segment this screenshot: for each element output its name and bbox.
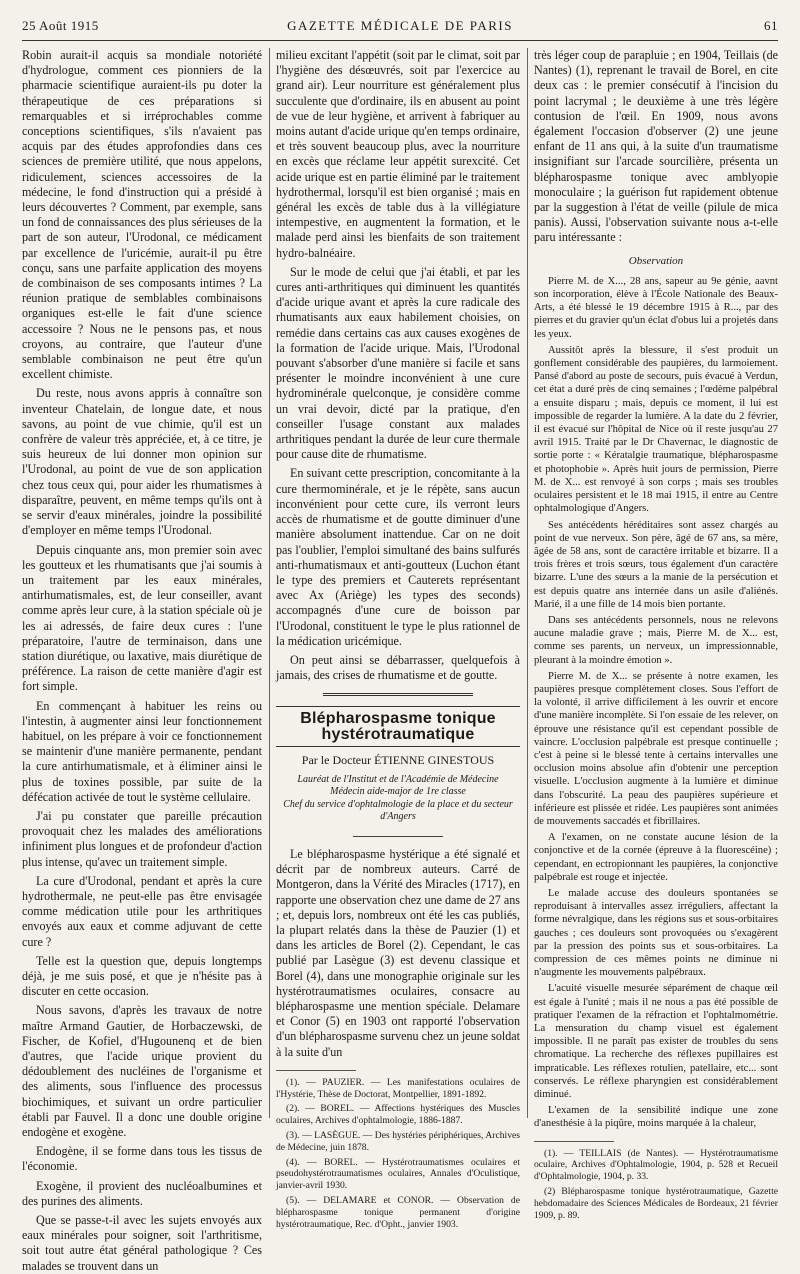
article-body: Le blépharospasme hystérique a été signalé et décrit par de nombreux auteurs. Carré de Montgeron, dans la Vérité des Miracles (1717), en rapporte une observation chez une dame de 27 ans ; et, depuis lors, nombreux ont été les cas publiés, la plupart relatés dans la thèse de Pauzier (1) et dans les articles de Borel (2). Cependant, le cas publié par Lasègue (3) est devenu classique et Borel (4), dans une monographie originale sur les hystérotraumatismes oculaires, consacre au blépharospasme une mention spéciale. Delamare et Conor (5) en 1903 ont rapporté l'observation d'un blépharospasme survenu chez un jeune soldat à la suite d'un [276,846,520,1059]
article-title: Blépharospasme tonique hystérotraumatique [276,706,520,746]
col1-paragraph: La cure d'Urodonal, pendant et après la cure hydrothermale, ne peut-elle pas être envisagée comme médication utile pour les arthritiques envoyés aux eaux et comme adjuvant de cette cure ? [22,873,262,949]
footnote: (4). — BOREL. — Hystérotraumatismes oculaires et pseudohystérotraumatismes oculaires, Annales d'Oculistique, janvier-avril 1930. [276,1156,520,1192]
col3-intro: très léger coup de parapluie ; en 1904, Teillais (de Nantes) (1), reprenant le travail de Borel, en cite deux cas : le premier consécutif à l'incision du point lacrymal ; le deuxième à une très légère contusion de l'œil. En 1909, nous avons également l'occasion d'observer (2) une jeune enfant de 11 ans qui, à la suite d'un traumatisme insignifiant sur l'arcade sourcilière, présenta un blépharospasme tonique avec amblyopie monoculaire ; la guérison fut rapidement obtenue par la suggestion à l'état de veille (pilule de mica panis). Aussi, l'observation suivante nous a-t-elle paru intéressante : [534,48,778,245]
observation-paragraph: L'examen de la sensibilité indique une zone d'anesthésie à la piqûre, moins marquée à la chaleur, [534,1105,778,1130]
article-rule [353,836,443,837]
observation-heading: Observation [628,254,684,267]
col3-footnotes [534,1148,778,1222]
col1-paragraph: Exogène, il provient des nucléoalbumines et des purines des aliments. [22,1178,262,1208]
col2-footnotes [276,1077,520,1231]
article-affiliation: Lauréat de l'Institut et de l'Académie de Médecine [297,773,499,785]
column-divider-1 [269,48,270,1118]
footnote: (1). — PAUZIER. — Les manifestations oculaires de l'Hystérie, Thèse de Doctorat, Montpellier, 1891-1892. [276,1076,520,1100]
col2-paragraph: Sur le mode de celui que j'ai établi, et par les cures anti-arthritiques qui diminuent les quantités d'acide urique avant et après la cure radicale des rhumatisants aux eaux habilement choisies, on remédie dans certains cas aux causes exogènes de la formation de l'acide urique. Mais, l'Urodonal pouvant s'absorber d'une manière si facile et sans présenter le moindre inconvénient à une cure hydrominérale quelconque, je considère comme un vrai devoir, dicté par la pratique, d'en conseiller l'usage constant aux malades arthritiques pendant la durée de leur cure thermale pour cause dite de rhumatisme. [276,264,520,462]
article-affiliation: Chef du service d'ophtalmologie de la place et du secteur d'Angers [283,798,513,823]
footnote-rule [276,1070,356,1071]
journal-title: GAZETTE MÉDICALE DE PARIS [287,18,513,33]
issue-date: 25 Août 1915 [22,18,99,33]
col1-paragraph: Nous savons, d'après les travaux de notre maître Armand Gautier, de Horbaczewski, de Fischer, de Kofiel, d'Hugounenq et de bien d'autres, que l'acide urique provient du dédoublement des nucléines de l'organisme et des aliments, sous l'influence des processus biochimiques, et suivant un ordre particulier établi par Fauvel. Il a donc une double origine endogène et exogène. [22,1003,262,1140]
article-header [276,693,520,837]
article-affiliation: Médecin aide-major de 1re classe [330,786,466,798]
header-rule [22,40,778,41]
col1-paragraph: Depuis cinquante ans, mon premier soin avec les goutteux et les rhumatisants que j'ai soumis à un traitement par les eaux minérales, antirhumatismales, est, de leur conseiller, avant comme après leur cure, à la station spéciale où je les ai adressés, de faire deux cures : l'une préparatoire, l'autre de terminaison, dans une station diurétique, ou laxative, mais diurétique de préférence. La raison de cette manière d'agir est fort simple. [22,542,262,694]
column-divider-2 [527,48,528,1118]
col1-paragraph: Robin aurait-il acquis sa mondiale notoriété d'hydrologue, comment ces pionniers de la pharmacie scientifique auraient-ils pu doter la thérapeutique de ces préparations si remarquables et si irréprochables comme conceptions scientifiques, s'ils n'avaient pas acquis par des études approfondies dans ces sciences de première utilité, que nous appelons, ridiculement, sciences accessoires de la médecine, le fond d'instruction qui a présidé à leurs découvertes ? Comment, par exemple, sans un fond de connaissances des plus sérieuses de la part de son auteur, l'Urodonal, ce médicament par excellence de l'uricémie, aurait-il pu être conçu, sans une parfaite application des moyens de combinaison de ses composants intimes ? La réunion pratique de semblables combinaisons organiques est-elle le fait d'une science accessoire ? Nous ne le pensons pas, et nous croyons, au contraire, que l'auteur d'une semblable combinaison ne peut être qu'un excellent chimiste. [22,48,262,382]
column-2 [276,48,520,1230]
observation-paragraph: Le malade accuse des douleurs spontanées se reproduisant à intervalles assez irréguliers, affectant la forme névralgique, dans les régions sus et sous-orbitaires gauches ; ces douleurs sont provoquées ou s'exagèrent par la pression des points sus et sous-orbitaires. La compression de ces mêmes points ne diminue ni n'augmente les mouvements palpébraux. [534,887,778,979]
column-1 [22,48,262,1273]
col1-paragraph: J'ai pu constater que pareille précaution provoquait chez les malades des améliorations infiniment plus longues et de profondeur d'action plus intense, qu'avec un traitement simple. [22,808,262,869]
footnote: (2) Blépharospasme tonique hystérotraumatique, Gazette hebdomadaire des Sciences Médicales de Bordeaux, 21 février 1909, p. 89. [534,1186,778,1221]
footnote: (1). — TEILLAIS (de Nantes). — Hystérotraumatisme oculaire, Archives d'Ophtalmologie, 1904, p. 528 et Recueil d'Ophtalmologie, 1904, p. 33. [534,1147,778,1183]
page-header [22,18,778,38]
observation-text [534,275,778,1131]
footnote: (3). — LASÈGUE. — Des hystéries périphériques, Archives de Médecine, juin 1878. [276,1129,520,1153]
observation-paragraph: A l'examen, on ne constate aucune lésion de la conjonctive et de la cornée (épreuve à la fluorescéine) ; cependant, en ectropionnant les paupières, la conjonctive palpébrale est rouge et injectée. [534,832,778,883]
observation-paragraph: Dans ses antécédents personnels, nous ne relevons aucune maladie grave ; mais, Pierre M. de X... est, comme ses parents, un nerveux, un impressionnable, pleurant à la moindre émotion ». [534,614,778,666]
footnote: (5). — DELAMARE et CONOR. — Observation de blépharospasme tonique permanent d'origine hystérotraumatique, Rec. d'Opht., janvier 1903. [276,1194,520,1230]
col2-paragraph: milieu excitant l'appétit (soit par le climat, soit par l'hygiène des désœuvrés, soit par l'exercice au grand air). Leur nourriture est généralement plus succulente que d'ordinaire, ils en abusent au point de vue de leur hygiène, et arrivent à fabriquer au moins autant d'acide urique qu'en temps ordinaire, et très souvent beaucoup plus, avec la nourriture en excès que réclame leur appétit surexcité. Cet acide urique est en partie éliminé par le traitement hydrothermal, lorsqu'il est bien organisé ; mais en général les excès de table dus à la villégiature intempestive, en augmentent la formation, et le malade perd ainsi les bienfaits de son traitement hydro-balnéaire. [276,48,520,260]
column-3 [534,48,778,1221]
col2-paragraph: On peut ainsi se débarrasser, quelquefois à jamais, des crises de rhumatisme et de goutte. [276,652,520,683]
observation-paragraph: Pierre M. de X..., 28 ans, sapeur au 9e génie, aavnt son incorporation, élève à l'École Nationale des Beaux-Arts, a été blessé le 19 décembre 1915 à R..., par des pierres et du gravier qu'un éclat d'obus lui a projetés dans les yeux. [534,275,778,340]
col1-paragraph: Que se passe-t-il avec les sujets envoyés aux eaux minérales pour soigner, soit l'arthritisme, soit tout autre état général pathologique ? Ces malades se trouvent dans un [22,1213,262,1273]
col1-paragraph: Endogène, il se forme dans tous les tissus de l'économie. [22,1144,262,1174]
observation-paragraph: Ses antécédents héréditaires sont assez chargés au point de vue nerveux. Son père, âgé de 67 ans, sa mère, âgée de 58 ans, sont de caractère irritable et bizarre. Il a trois frères et trois sœurs, tous également d'un caractère bizarre. L'une des sœurs a la manie de la persécution et est depuis quatre ans internée dans un asile d'aliénés. Marié, il a une fille de 14 mois bien portante. [534,519,778,610]
footnote: (2). — BOREL. — Affections hystériques des Muscles oculaires, Archives d'ophtalmologie, 1886-1887. [276,1103,520,1127]
page-number: 61 [764,18,778,33]
col2-paragraph: En suivant cette prescription, concomitante à la cure thermominérale, et je le répète, sans aucun inconvénient pour cette cure, ils verront leurs accès de rhumatisme et de goutte diminuer d'une manière absolument inattendue. Car on ne doit pas l'oublier, l'emploi simultané des bains sulfurés anti-rhumatismaux et anti-goutteux (Luchon étant le type des premiers et Cauterets représentant avec Ax (Ariège) les types des seconds) accompagnés d'une cure de boisson par l'Urodonal, constituent le type le plus rationnel de la médication uricémique. [276,466,520,648]
observation-paragraph: Pierre M. de X... se présente à notre examen, les paupières presque complètement closes. Sous l'effort de la volonté, il arrive difficilement à les ouvrir et encore d'une manière incomplète. Si l'on essaie de les relever, on éprouve une résistance qu'il est cependant possible de vaincre. L'occlusion palpébrale est presque continuelle ; c'est à peine si le blessé tente à certains intervalles une occlusion moins absolue afin d'obtenir une perception visuelle. L'occlusion augmente à la lumière et diminue dans l'obscurité. La peau des paupières supérieure et inférieure est plissée et ridée. Les paupières sont animées de mouvements saccadés et fibrillaires. [534,670,778,827]
col1-paragraph: Du reste, nous avons appris à connaître son inventeur Chatelain, de longue date, et nous savons, au point de vue chimie, qu'il est un confrère de valeur très appréciée, et, à ce titre, je suis heureux de lui donner mon opinion sur l'Urodonal, au point de vue de son application chez tous ceux qui, pour aider les rhumatismes à disparaître, peuvent, en même temps qu'ils ont à se servir d'eaux minérales, joindre la possibilité d'employer en même temps l'Urodonal. [22,386,262,538]
observation-paragraph: L'acuité visuelle mesurée séparément de chaque œil est égale à l'unité ; mais il ne nous a pas été possible de pratiquer l'examen de la réfraction et l'ophtalmométrie. La mensuration du champ visuel est également impossible. Il ne paraît pas exister de troubles du sens chromatique. La recherche des réflexes pupillaires est impraticable. Les réflexes rotulien, patellaire, etc... sont conservés. Le réflexe pharyngien est considérablement diminué. [534,983,778,1101]
observation-paragraph: Aussitôt après la blessure, il s'est produit un gonflement considérable des paupières, du larmoiement. Pansé d'abord au poste de secours, puis évacué à Verdun, cet état a duré près de cinq semaines ; l'œdème palpébral a ensuite disparu ; mais, depuis ce moment, il lui est impossible de regarder la lumière. A la date du 2 février, il est évacué sur l'hôpital de Nice où il reste jusqu'au 27 avril 1915. Traité par le Dr Chavernac, le diagnostic de sortie porte : « Kératalgie traumatique, blépharospasme et photophobie ». Après huit jours de permission, Pierre M. de X... est renvoyé à son corps ; mais ses troubles oculaires persistent et le 18 mai 1915, il entre au Centre ophtalmologique d'Angers. [534,344,778,515]
article-author: Par le Docteur ÉTIENNE GINESTOUS [301,752,495,767]
col1-paragraph: Telle est la question que, depuis longtemps déjà, je me suis posé, et que je n'hésite pas à discuter en cette occasion. [22,953,262,999]
article-separator [323,693,473,696]
footnote-rule [534,1141,614,1142]
col1-paragraph: En commençant à habituer les reins ou l'intestin, à augmenter ainsi leur fonctionnement habituel, on les prépare à voir ce fonctionnement se maintenir d'une manière permanente, pendant la cure antirhumatismale, et à éliminer ainsi le plus de toxines possible, par suite de la défécation activée de tout le système cellulaire. [22,698,262,804]
